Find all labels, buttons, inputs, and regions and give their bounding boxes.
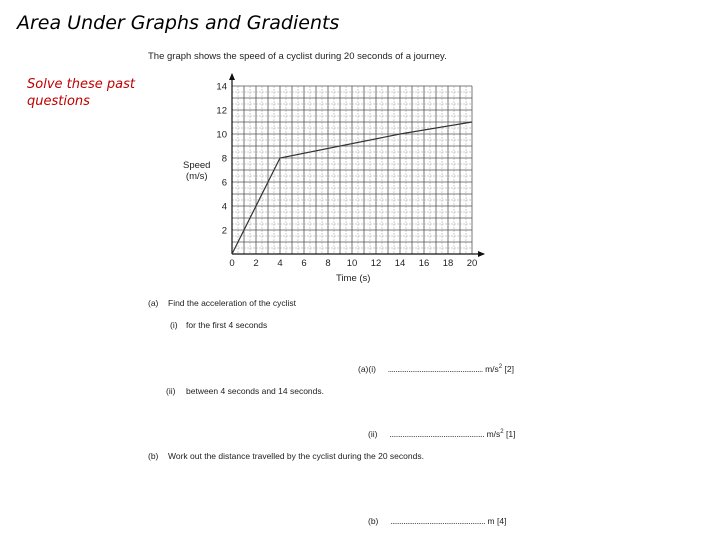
marks-a-i: [2] (504, 364, 514, 374)
x-tick-label: 12 (370, 258, 382, 269)
answer-label-a-i: (a)(i) (358, 364, 376, 374)
question-intro: The graph shows the speed of a cyclist during 20 seconds of a journey. (148, 51, 447, 62)
part-a-ii-label: (ii) (166, 386, 176, 396)
x-axis-label: Time (s) (336, 273, 371, 284)
part-b-text: Work out the distance travelled by the cyclist during the 20 seconds. (168, 451, 424, 461)
y-tick-label: 8 (221, 153, 227, 165)
y-tick-label: 14 (216, 81, 227, 93)
x-tick-label: 10 (346, 258, 358, 269)
x-tick-label: 18 (442, 258, 454, 269)
answer-line-a-ii[interactable] (368, 429, 515, 439)
answer-dots-a-i: ................................................... (387, 364, 483, 374)
graph-grid (232, 86, 472, 254)
y-tick-label: 4 (221, 201, 227, 213)
answer-label-a-ii: (ii) (368, 429, 378, 439)
graph-axes (229, 73, 485, 257)
x-tick-label: 8 (325, 258, 331, 269)
answer-line-b[interactable] (368, 516, 506, 526)
instruction-note: Solve these past questions (27, 77, 135, 109)
x-tick-label: 16 (418, 258, 430, 269)
unit-b: m (487, 516, 495, 526)
y-axis-label (183, 160, 210, 182)
slide-title: Area Under Graphs and Gradients (17, 12, 340, 34)
marks-b: [4] (497, 516, 507, 526)
x-tick-label: 2 (253, 258, 259, 269)
unit-power-a-i: 2 (498, 364, 503, 371)
x-tick-label: 0 (229, 258, 235, 269)
answer-line-a-i[interactable] (358, 364, 514, 374)
part-a-ii-text: between 4 seconds and 14 seconds. (186, 386, 324, 396)
answer-dots-b: ................................................... (390, 516, 486, 526)
y-axis-arrow (229, 73, 235, 80)
unit-a-ii: m/s (486, 429, 501, 439)
y-axis-label-line2: (m/s) (185, 171, 208, 182)
unit-a-i: m/s (485, 364, 499, 374)
x-tick-label: 6 (301, 258, 307, 269)
x-tick-label: 4 (277, 258, 283, 269)
y-tick-label: 12 (216, 105, 227, 117)
x-tick-label: 20 (466, 258, 478, 269)
part-a-label: (a) (148, 298, 159, 308)
x-tick-label: 14 (394, 258, 406, 269)
y-tick-label: 6 (221, 177, 227, 189)
part-a-stem: Find the acceleration of the cyclist (168, 298, 297, 308)
answer-dots-a-ii: ................................................... (389, 429, 485, 439)
x-axis-arrow (478, 251, 485, 257)
y-axis-label-line1: Speed (183, 160, 211, 171)
part-a-i-text: for the first 4 seconds (186, 320, 268, 330)
y-tick-label: 10 (216, 129, 227, 141)
marks-a-ii: [1] (506, 429, 516, 439)
unit-power-a-ii: 2 (500, 429, 504, 436)
part-a-i-label: (i) (170, 320, 178, 330)
answer-label-b: (b) (368, 516, 379, 526)
y-tick-label: 2 (221, 225, 227, 237)
part-b-label: (b) (148, 451, 159, 461)
